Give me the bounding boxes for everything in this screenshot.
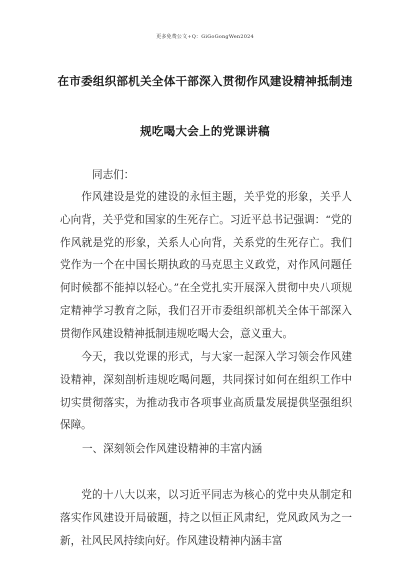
title-line-1: 在市委组织部机关全体干部深入贯彻作风建设精神抵制违 xyxy=(57,74,353,88)
paragraph-2: 今天，我以党课的形式，与大家一起深入学习领会作风建设精神，深刻剖析违规吃喝问题，共同探讨如何在组织工作中切实贯彻落实，为推动我市各项事业高质量发展提供坚强组织保障。 xyxy=(60,351,352,432)
title-line-2: 规吃喝大会上的党课讲稿 xyxy=(140,124,270,138)
header-note: 更多免费公文+Q：GiGoGongWen2024 xyxy=(156,34,254,40)
paragraph-3: 党的十八大以来，以习近平同志为核心的党中央从制定和落实作风建设开局破题，持之以恒正风肃纪，党风政风为之一新，社风民风持续向好。作风建设精神内涵丰富 xyxy=(60,489,352,547)
greeting: 同志们： xyxy=(92,169,135,181)
section-heading-1: 一、深刻领会作风建设精神的丰富内涵 xyxy=(82,443,263,455)
paragraph-1: 作风建设是党的建设的永恒主题，关乎党的形象，关乎人心向背，关乎党和国家的生死存亡。习近平总书记强调：“党的作风就是党的形象，关系人心向背，关系党的生死存亡。我们党作为一个在中国长期执政的马克思主义政党，对作风问题任何时候都不能掉以轻心。”在全党扎实开展深入贯彻中央八项规定精神学习教育之际，我们召开市委组织部机关全体干部深入贯彻作风建设精神抵制违规吃喝大会，意义重大。 xyxy=(60,191,352,340)
